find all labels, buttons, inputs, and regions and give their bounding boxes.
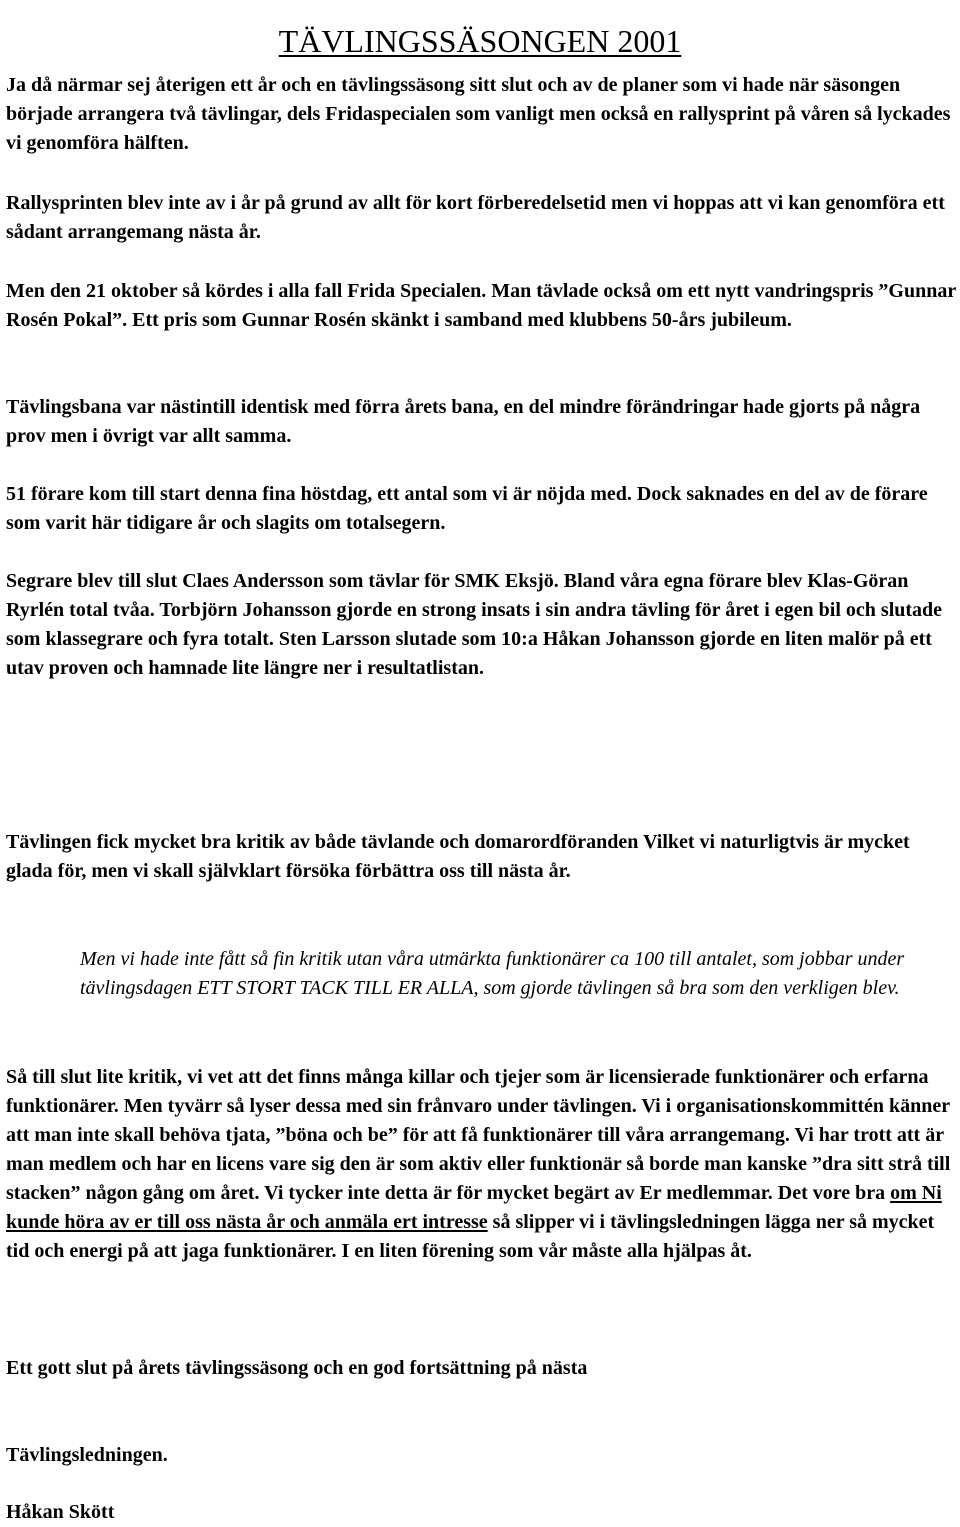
- paragraph-criticism-underlined: om Ni kunde höra av er till oss nästa år och anmäla ert intresse: [6, 1182, 942, 1233]
- signature-org: Tävlingsledningen.: [6, 1444, 168, 1466]
- paragraph-criticism-part-1: Så till slut lite kritik, vi vet att det finns många killar och tjejer som är licensierade funktionärer och erfarna funktionärer. Men tyvärr så lyser dessa med sin frånvaro under tävlingen. Vi i organisationskommittén känner att man inte skall behöva tjata, ”böna och be” för att få funktionärer till våra arrangemang. Vi har trott att är man medlem och har en licens vare sig den är som aktiv eller funktionär så borde man kanske ”dra sitt strå till stacken” någon gång om året. Vi tycker inte detta är för mycket begärt av Er medlemmar. Det vore bra: [6, 1066, 951, 1204]
- paragraph-starters: 51 förare kom till start denna fina höstdag, ett antal som vi är nöjda med. Dock saknades en del av de förare som varit här tidigare år och slagits om totalsegern.: [6, 483, 928, 534]
- paragraph-closing: Ett gott slut på årets tävlingssäsong och en god fortsättning på nästa: [6, 1357, 588, 1379]
- document-title: [0, 22, 960, 60]
- paragraph-rallysprint: Rallysprinten blev inte av i år på grund av allt för kort förberedelsetid men vi hoppas att vi kan genomföra ett sådant arrangemang nästa år.: [6, 192, 945, 243]
- signature-name: Håkan Skött: [6, 1501, 115, 1523]
- document-title-text: TÄVLINGSSÄSONGEN 2001: [278, 23, 682, 60]
- paragraph-frida-specialen: Men den 21 oktober så kördes i alla fall Frida Specialen. Man tävlade också om ett nytt vandringspris ”Gunnar Rosén Pokal”. Ett pris som Gunnar Rosén skänkt i samband med klubbens 50-års jubileum.: [6, 280, 956, 331]
- paragraph-kritik: Tävlingen fick mycket bra kritik av både tävlande och domarordföranden Vilket vi naturligtvis är mycket glada för, men vi skall självklart försöka förbättra oss till nästa år.: [6, 831, 910, 882]
- paragraph-criticism-part-3: så slipper vi i tävlingsledningen lägga ner så mycket tid och energi på att jaga funktionärer. I en liten förening som vår måste alla hjälpas åt.: [6, 1211, 935, 1262]
- paragraph-results: Segrare blev till slut Claes Andersson som tävlar för SMK Eksjö. Bland våra egna förare blev Klas-Göran Ryrlén total tvåa. Torbjörn Johansson gjorde en strong insats i sin andra tävling för året i egen bil och slutade som klassegrare och fyra totalt. Sten Larsson slutade som 10:a Håkan Johansson gjorde en liten malör på ett utav proven och hamnade lite längre ner i resultatlistan.: [6, 570, 943, 679]
- paragraph-tavlingsbana: Tävlingsbana var nästintill identisk med förra årets bana, en del mindre förändringar hade gjorts på några prov men i övrigt var allt samma.: [6, 396, 921, 447]
- paragraph-criticism: [6, 1063, 960, 1266]
- paragraph-thanks: Men vi hade inte fått så fin kritik utan våra utmärkta funktionärer ca 100 till antalet, som jobbar under tävlingsdagen ETT STORT TACK TILL ER ALLA, som gjorde tävlingen så bra som den verkligen blev.: [80, 948, 905, 999]
- paragraph-intro: Ja då närmar sej återigen ett år och en tävlingssäsong sitt slut och av de planer som vi hade när säsongen började arrangera två tävlingar, dels Fridaspecialen som vanligt men också en rallysprint på våren så lyckades vi genomföra hälften.: [6, 74, 951, 154]
